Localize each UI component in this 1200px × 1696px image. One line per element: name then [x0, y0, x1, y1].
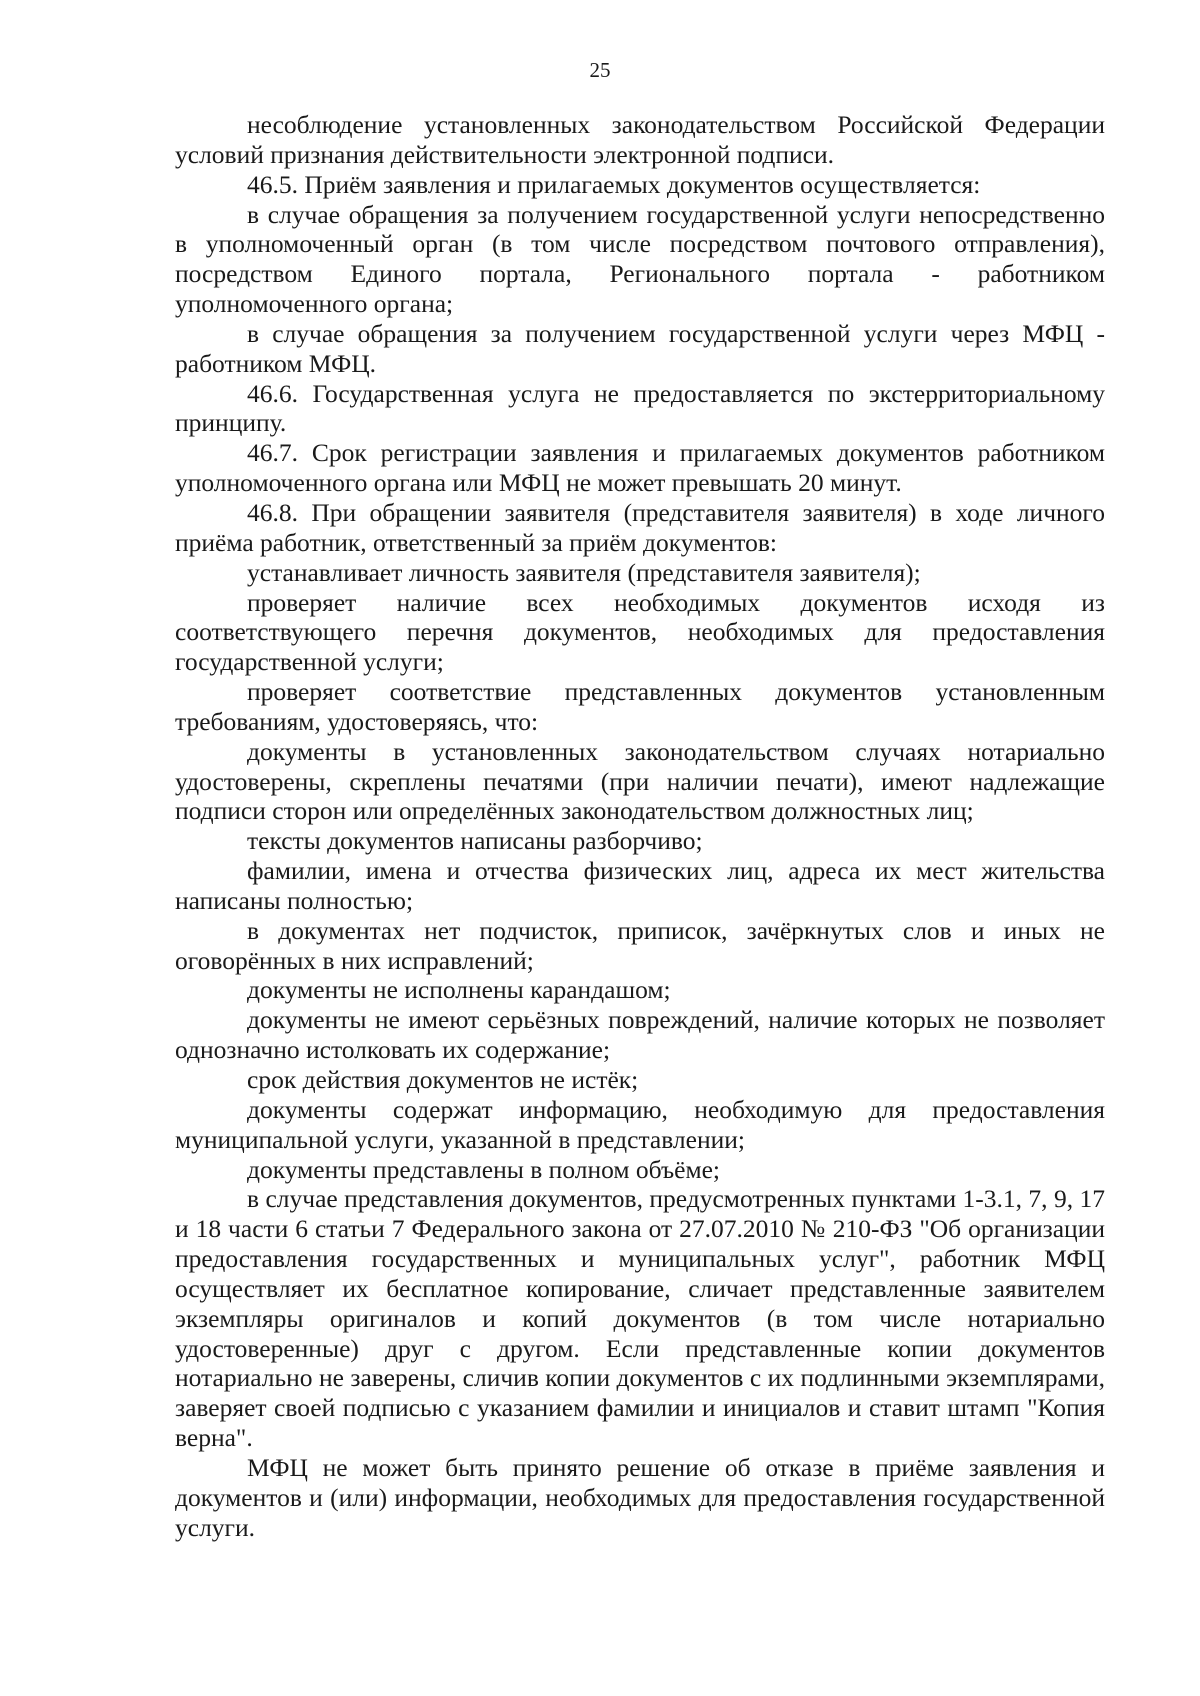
- paragraph-legible: тексты документов написаны разборчиво;: [247, 826, 703, 856]
- page-number: 25: [589, 58, 611, 82]
- paragraph-46-7: 46.7. Срок регистрации заявления и прилагаемых документов работником уполномоченного органа или МФЦ не может превышать 20 минут.: [175, 438, 1105, 498]
- paragraph-no-corrections: в документах нет подчисток, приписок, зачёркнутых слов и иных не оговорённых в них исправлений;: [175, 915, 1105, 975]
- paragraph-46-8: 46.8. При обращении заявителя (представителя заявителя) в ходе личного приёма работник, ответственный за приём документов:: [175, 497, 1105, 557]
- paragraph-full-names: фамилии, имена и отчества физических лиц, адреса их мест жительства написаны полностью;: [175, 856, 1105, 915]
- paragraph-notarized: документы в установленных законодательством случаях нотариально удостоверены, скреплены печатями (при наличии печати), имеют надлежащие подписи сторон или определённых законодательством должностных лиц;: [175, 736, 1105, 826]
- paragraph-no-pencil: документы не исполнены карандашом;: [247, 975, 671, 1005]
- paragraph-no-damage: документы не имеют серьёзных повреждений, наличие которых не позволяет однозначно истолковать их содержание;: [175, 1005, 1105, 1065]
- paragraph-direct-request: в случае обращения за получением государственной услуги непосредственно в уполномоченный орган (в том числе посредством почтового отправления), посредством Единого портала, Регионального портала - работником уполномоченного органа;: [175, 199, 1105, 319]
- paragraph-mfc-no-refusal: МФЦ не может быть принято решение об отказе в приёме заявления и документов и (или) информации, необходимых для предоставления государственной услуги.: [175, 1452, 1105, 1542]
- paragraph-46-6: 46.6. Государственная услуга не предоставляется по экстерриториальному принципу.: [175, 378, 1105, 438]
- paragraph-esignature-conditions: несоблюдение установленных законодательством Российской Федерации условий признания действительности электронной подписи.: [175, 110, 1105, 169]
- paragraph-46-5: 46.5. Приём заявления и прилагаемых документов осуществляется:: [247, 169, 981, 199]
- paragraph-required-info: документы содержат информацию, необходимую для предоставления муниципальной услуги, указанной в представлении;: [175, 1094, 1105, 1154]
- paragraph-identity-check: устанавливает личность заявителя (представителя заявителя);: [247, 557, 921, 587]
- paragraph-not-expired: срок действия документов не истёк;: [247, 1065, 639, 1094]
- paragraph-documents-presence: проверяет наличие всех необходимых документов исходя из соответствующего перечня документов, необходимых для предоставления государственной услуги;: [175, 587, 1105, 677]
- paragraph-requirements-check: проверяет соответствие представленных документов установленным требованиям, удостоверяясь, что:: [175, 677, 1105, 736]
- paragraph-copy-verification: в случае представления документов, предусмотренных пунктами 1-3.1, 7, 9, 17 и 18 части 6 статьи 7 Федерального закона от 27.07.2010 № 210-ФЗ "Об организации предоставления государственных и муниципальных услуг", работник МФЦ осуществляет их бесплатное копирование, сличает представленные заявителем экземпляры оригиналов и копий документов (в том числе нотариально удостоверенные) друг с другом. Если представленные копии документов нотариально не заверены, сличив копии документов с их подлинными экземплярами, заверяет своей подписью с указанием фамилии и инициалов и ставит штамп "Копия верна".: [175, 1184, 1105, 1453]
- paragraph-complete: документы представлены в полном объёме;: [247, 1154, 721, 1184]
- paragraph-mfc-request: в случае обращения за получением государственной услуги через МФЦ - работником МФЦ.: [175, 318, 1105, 378]
- document-body: [175, 110, 1105, 1543]
